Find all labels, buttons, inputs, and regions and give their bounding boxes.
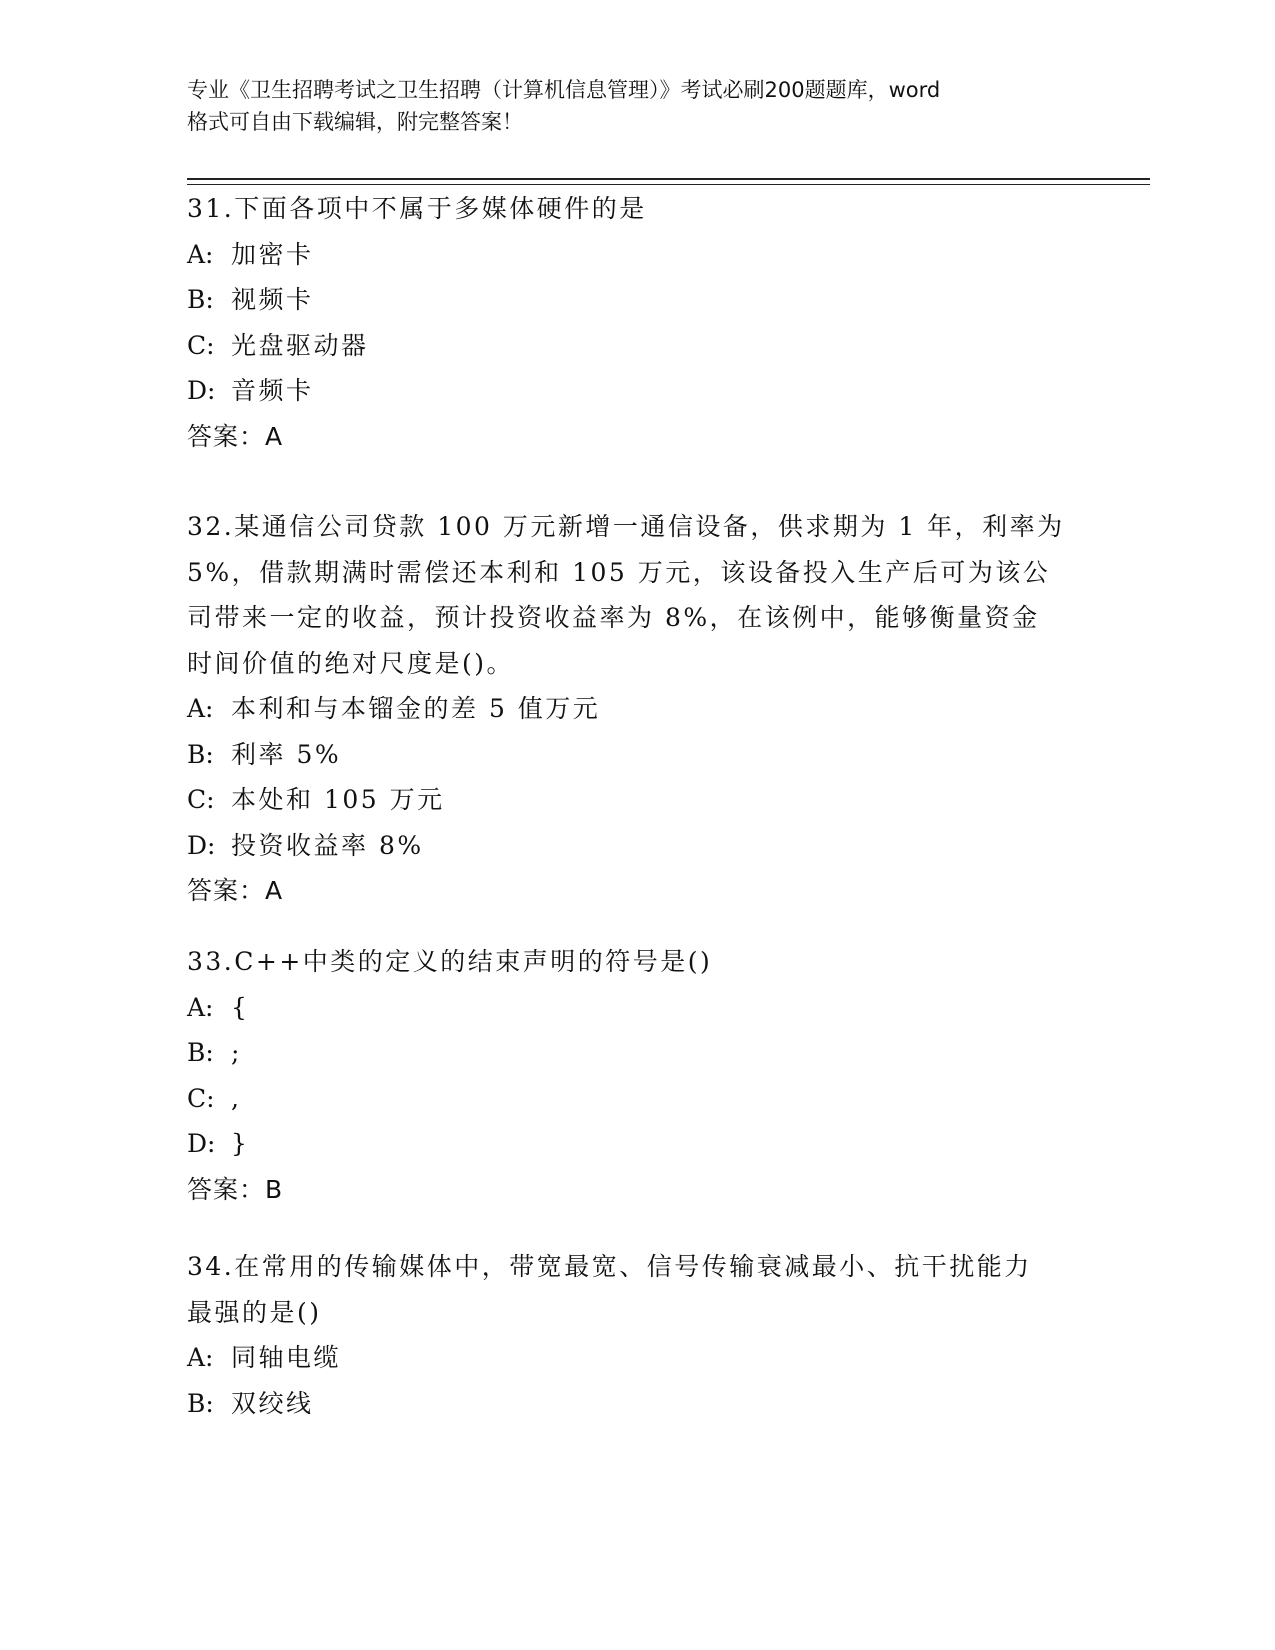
option-letter: D: — [187, 830, 216, 860]
option-letter: B: — [187, 739, 214, 769]
option-text: 加密卡 — [231, 239, 314, 269]
option-letter: B: — [187, 1388, 214, 1418]
question-block — [187, 939, 1067, 1212]
option-text: 利率 5% — [231, 739, 342, 769]
answer-key: 答案：B — [187, 1174, 284, 1204]
option-text: 投资收益率 8% — [231, 830, 424, 860]
answer-option — [187, 277, 1067, 323]
option-letter: A: — [187, 239, 214, 269]
option-letter: C: — [187, 785, 215, 814]
option-text: 视频卡 — [231, 285, 314, 314]
option-text: 本处和 105 万元 — [231, 785, 445, 814]
option-letter: C: — [187, 1083, 215, 1113]
option-letter: A: — [187, 1343, 214, 1372]
answer-option — [187, 732, 1067, 778]
question-stem-line: 33.C++中类的定义的结束声明的符号是() — [187, 947, 713, 976]
answer-key: 答案：A — [187, 876, 284, 905]
option-text: , — [231, 1083, 242, 1113]
option-text: } — [231, 1129, 250, 1158]
answer-option — [187, 323, 1067, 369]
header-divider-thick — [187, 178, 1150, 180]
option-text: 光盘驱动器 — [231, 330, 369, 360]
answer-key: 答案：A — [187, 421, 284, 451]
answer-option — [187, 777, 1067, 823]
header-line-1: 专业《卫生招聘考试之卫生招聘（计算机信息管理）》考试必刷200题题库，word — [187, 78, 941, 102]
question-stem-line: 32.某通信公司贷款 100 万元新增一通信设备，供求期为 1 年，利率为 — [187, 512, 1065, 541]
answer-option — [187, 1030, 1067, 1076]
answer-option — [187, 1076, 1067, 1122]
option-letter: A: — [187, 992, 214, 1022]
question-stem-line: 司带来一定的收益，预计投资收益率为 8%，在该例中，能够衡量资金 — [187, 603, 1040, 632]
option-letter: B: — [187, 1038, 214, 1067]
question-block — [187, 1244, 1067, 1426]
question-block — [187, 186, 1067, 459]
option-text: { — [231, 992, 250, 1022]
answer-option — [187, 686, 1067, 732]
answer-option — [187, 823, 1067, 869]
header-divider-thin — [187, 184, 1150, 185]
document-header — [187, 74, 1087, 138]
header-line-2: 格式可自由下载编辑，附完整答案！ — [187, 110, 523, 134]
option-letter: D: — [187, 1129, 216, 1158]
option-letter: A: — [187, 694, 214, 723]
option-text: 本利和与本镏金的差 5 值万元 — [231, 694, 601, 723]
option-letter: B: — [187, 285, 214, 314]
option-letter: C: — [187, 330, 215, 360]
option-letter: D: — [187, 376, 216, 405]
answer-option — [187, 232, 1067, 278]
question-stem-line: 34.在常用的传输媒体中，带宽最宽、信号传输衰减最小、抗干扰能力 — [187, 1252, 1032, 1281]
answer-option — [187, 1121, 1067, 1167]
question-block — [187, 504, 1067, 914]
answer-option — [187, 1335, 1067, 1381]
option-text: 双绞线 — [231, 1388, 314, 1418]
question-stem-line: 最强的是() — [187, 1297, 322, 1327]
answer-option — [187, 368, 1067, 414]
option-text: 音频卡 — [231, 376, 314, 405]
answer-option — [187, 985, 1067, 1031]
option-text: 同轴电缆 — [231, 1343, 342, 1372]
option-text: ; — [231, 1038, 242, 1067]
question-stem-line: 时间价值的绝对尺度是()。 — [187, 648, 515, 678]
answer-option — [187, 1381, 1067, 1427]
question-stem-line: 5%，借款期满时需偿还本利和 105 万元，该设备投入生产后可为该公 — [187, 557, 1051, 587]
question-stem-line: 31.下面各项中不属于多媒体硬件的是 — [187, 194, 647, 223]
